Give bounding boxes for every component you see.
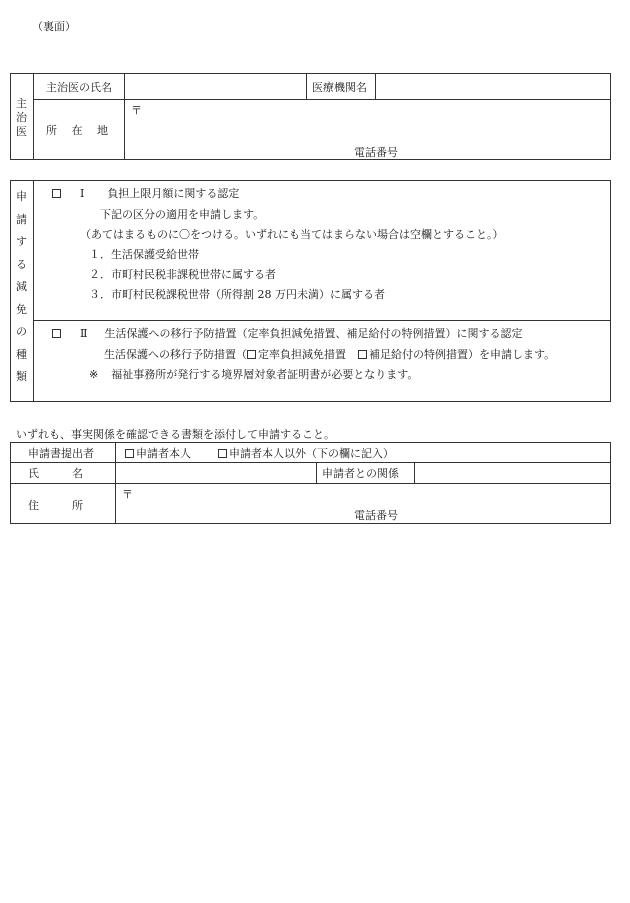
part2-note-row	[89, 368, 418, 382]
doctor-name-label: 主治医の氏名	[46, 81, 112, 94]
submitter-address-field[interactable]	[117, 485, 609, 508]
attachment-note: いずれも、事実関係を確認できる書類を添付して申請すること。	[16, 428, 335, 441]
doctor-address-label: 所 在 地	[46, 124, 108, 137]
part2-line-prefix: 生活保護への移行予防措置（	[104, 348, 247, 361]
part1-note: （あてはまるものに〇をつける。いずれにも当てはまらない場合は空欄とすること。）	[80, 228, 504, 241]
divider	[414, 462, 415, 483]
part1-row	[52, 187, 239, 201]
doctor-name-field[interactable]	[126, 75, 304, 97]
relation-field[interactable]	[416, 464, 609, 481]
divider	[10, 462, 611, 463]
divider	[306, 73, 307, 99]
part2-line	[104, 348, 555, 362]
supplementary-benefit-label: 補足給付の特例措置	[369, 348, 468, 361]
submitter-other-option[interactable]	[218, 447, 394, 461]
divider	[375, 73, 376, 99]
divider	[33, 99, 611, 100]
submitter-other-checkbox[interactable]	[218, 449, 227, 458]
submitter-address-label: 住 所	[28, 499, 83, 512]
rate-reduction-label: 定率負担減免措置	[258, 348, 346, 361]
part2-line-suffix: ）を申請します。	[468, 348, 556, 361]
divider	[33, 180, 34, 402]
submitter-postal-mark: 〒	[122, 488, 133, 501]
submitter-phone-label: 電話番号	[354, 509, 398, 522]
submitter-phone-field[interactable]	[410, 509, 608, 522]
part1-title: 負担上限月額に関する認定	[107, 187, 240, 200]
doctor-phone-field[interactable]	[410, 145, 608, 158]
doctor-phone-label: 電話番号	[354, 146, 398, 159]
divider	[10, 483, 611, 484]
part1-numeral: Ⅰ	[80, 187, 85, 200]
page-side-label: （裏面）	[32, 20, 76, 33]
income-category-item[interactable]: ２．市町村民税非課税世帯に属する者	[89, 268, 276, 281]
divider	[316, 462, 317, 483]
submitter-label: 申請書提出者	[28, 447, 94, 460]
submitter-name-label: 氏 名	[28, 467, 83, 480]
part2-note: 福祉事務所が発行する境界層対象者証明書が必要となります。	[111, 368, 419, 381]
postal-mark: 〒	[131, 104, 142, 117]
submitter-self-checkbox[interactable]	[125, 449, 134, 458]
institution-name-label: 医療機関名	[312, 81, 367, 94]
relation-label: 申請者との関係	[322, 467, 399, 480]
supplementary-benefit-checkbox[interactable]	[358, 350, 367, 359]
doctor-address-field[interactable]	[126, 101, 609, 145]
divider	[115, 442, 116, 524]
divider	[124, 73, 125, 160]
income-category-item[interactable]: １．生活保護受給世帯	[89, 248, 199, 261]
part2-checkbox[interactable]	[52, 329, 61, 338]
divider	[33, 320, 611, 321]
divider	[33, 73, 34, 160]
part1-line: 下記の区分の適用を申請します。	[100, 208, 265, 221]
submitter-self-label: 申請者本人	[136, 447, 191, 460]
part2-title: 生活保護への移行予防措置（定率負担減免措置、補足給付の特例措置）に関する認定	[104, 327, 523, 340]
application-section-label: 申 請 す る 減 免 の 種 類	[16, 190, 27, 383]
institution-name-field[interactable]	[377, 75, 609, 97]
part2-numeral: Ⅱ	[80, 327, 88, 340]
submitter-other-label: 申請者本人以外（下の欄に記入）	[229, 447, 394, 460]
note-mark: ※	[89, 368, 99, 381]
rate-reduction-checkbox[interactable]	[247, 350, 256, 359]
part2-row	[52, 327, 522, 341]
income-category-item[interactable]: ３．市町村民税課税世帯（所得割 28 万円未満）に属する者	[89, 288, 385, 301]
submitter-name-field[interactable]	[117, 464, 314, 481]
doctor-section-label: 主 治 医	[16, 97, 27, 138]
part1-checkbox[interactable]	[52, 189, 61, 198]
submitter-self-option[interactable]	[125, 447, 191, 461]
